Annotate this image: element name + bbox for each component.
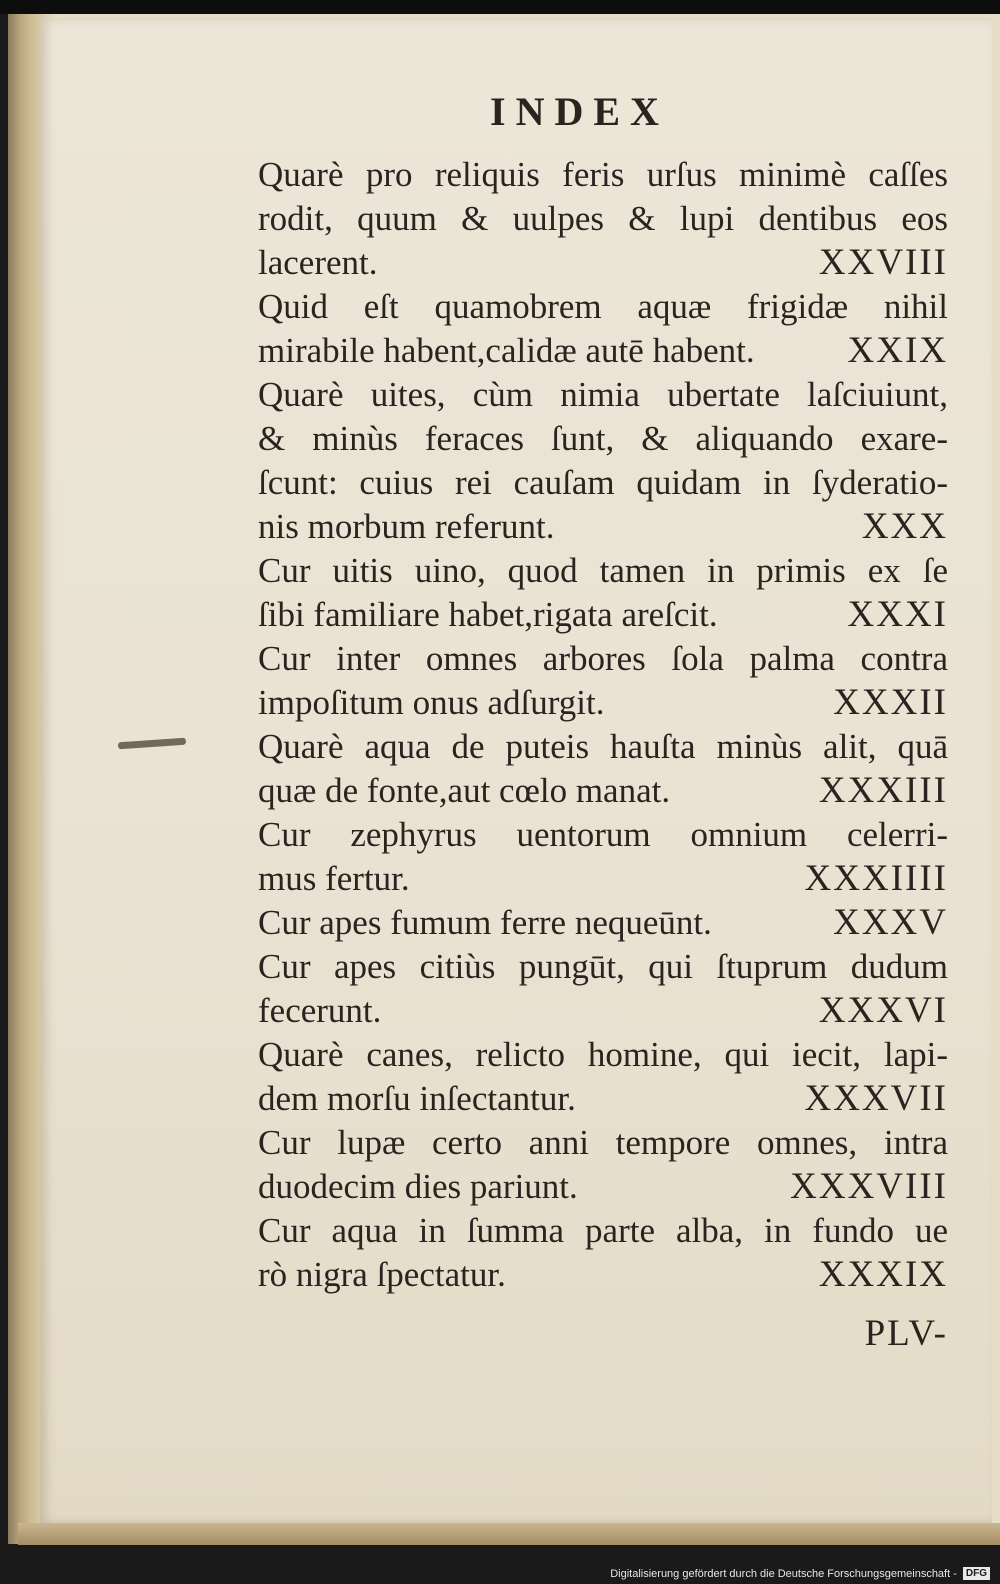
index-entry: [258, 813, 948, 901]
footer-bar: [0, 1545, 1000, 1584]
entry-numeral: XXIX: [847, 330, 948, 371]
entry-text-line: Quarè pro reliquis feris urſus minimè caſſes: [258, 155, 948, 194]
index-entry: [258, 285, 948, 373]
index-entry: [258, 373, 948, 549]
entry-numeral: XXVIII: [818, 242, 948, 283]
index-entry: [258, 1033, 948, 1121]
entry-numeral: XXXII: [833, 682, 948, 723]
entry-text-line: duodecim dies pariunt. XXXVIII: [258, 1166, 948, 1207]
dfg-logo: DFG: [963, 1567, 990, 1580]
entry-numeral: XXXI: [847, 594, 948, 635]
entry-text-line: Quarè canes, relicto homine, qui iecit, lapi-: [258, 1035, 948, 1074]
entry-text-line: Quid eſt quamobrem aquæ frigidæ nihil: [258, 287, 948, 326]
running-head: INDEX: [490, 89, 669, 134]
entry-text-line: fecerunt. XXXVI: [258, 990, 948, 1031]
scan-top-border: [0, 0, 1000, 14]
index-entry: [258, 637, 948, 725]
entry-text-line: ſcunt: cuius rei cauſam quidam in ſyderatio-: [258, 463, 948, 502]
entry-text-line: Cur inter omnes arbores ſola palma contra: [258, 639, 948, 678]
index-entries: [258, 153, 948, 1297]
entry-text-line: nis morbum referunt. XXX: [258, 506, 948, 547]
entry-numeral: XXXVIII: [790, 1166, 948, 1207]
index-entry: [258, 549, 948, 637]
entry-numeral: XXX: [861, 506, 948, 547]
entry-text-line: mirabile habent,calidæ autē habent. XXIX: [258, 330, 948, 371]
entry-text-line: ſibi familiare habet,rigata areſcit. XXXI: [258, 594, 948, 635]
catchword: PLV-: [864, 1313, 948, 1354]
entry-text-line: lacerent. XXVIII: [258, 242, 948, 283]
entry-text-line: Cur uitis uino, quod tamen in primis ex ſe: [258, 551, 948, 590]
entry-text-line: Cur aqua in ſumma parte alba, in fundo ue: [258, 1211, 948, 1250]
entry-numeral: XXXIX: [818, 1254, 948, 1295]
index-entry: [258, 1209, 948, 1297]
digitization-credit: [610, 1567, 990, 1580]
entry-text-line: Cur apes fumum ferre nequeūnt. XXXV: [258, 902, 948, 943]
entry-text-line: dem morſu inſectantur. XXXVII: [258, 1078, 948, 1119]
index-entry: [258, 725, 948, 813]
entry-numeral: XXXVI: [818, 990, 948, 1031]
index-entry: [258, 1121, 948, 1209]
entry-text-line: rodit, quum & uulpes & lupi dentibus eos: [258, 199, 948, 238]
entry-text-line: rò nigra ſpectatur. XXXIX: [258, 1254, 948, 1295]
entry-text-line: mus fertur. XXXIIII: [258, 858, 948, 899]
entry-numeral: XXXV: [833, 902, 948, 943]
credit-text: Digitalisierung gefördert durch die Deutsche Forschungsgemeinschaft -: [610, 1567, 957, 1580]
entry-numeral: XXXIIII: [804, 858, 948, 899]
entry-text-line: Quarè aqua de puteis hauſta minùs alit, quā: [258, 727, 948, 766]
entry-numeral: XXXIII: [818, 770, 948, 811]
page-bottom-edge: [18, 1523, 1000, 1545]
entry-text-line: Cur zephyrus uentorum omnium celerri-: [258, 815, 948, 854]
entry-text-line: Quarè uites, cùm nimia ubertate laſciuiunt,: [258, 375, 948, 414]
entry-text-line: quæ de fonte,aut cœlo manat. XXXIII: [258, 770, 948, 811]
entry-text-line: impoſitum onus adſurgit. XXXII: [258, 682, 948, 723]
entry-text-line: & minùs feraces ſunt, & aliquando exare-: [258, 419, 948, 458]
entry-numeral: XXXVII: [804, 1078, 948, 1119]
index-entry: [258, 945, 948, 1033]
index-entry: [258, 901, 948, 945]
index-entry: [258, 153, 948, 285]
entry-text-line: Cur apes citiùs pungūt, qui ſtuprum dudum: [258, 947, 948, 986]
entry-text-line: Cur lupæ certo anni tempore omnes, intra: [258, 1123, 948, 1162]
